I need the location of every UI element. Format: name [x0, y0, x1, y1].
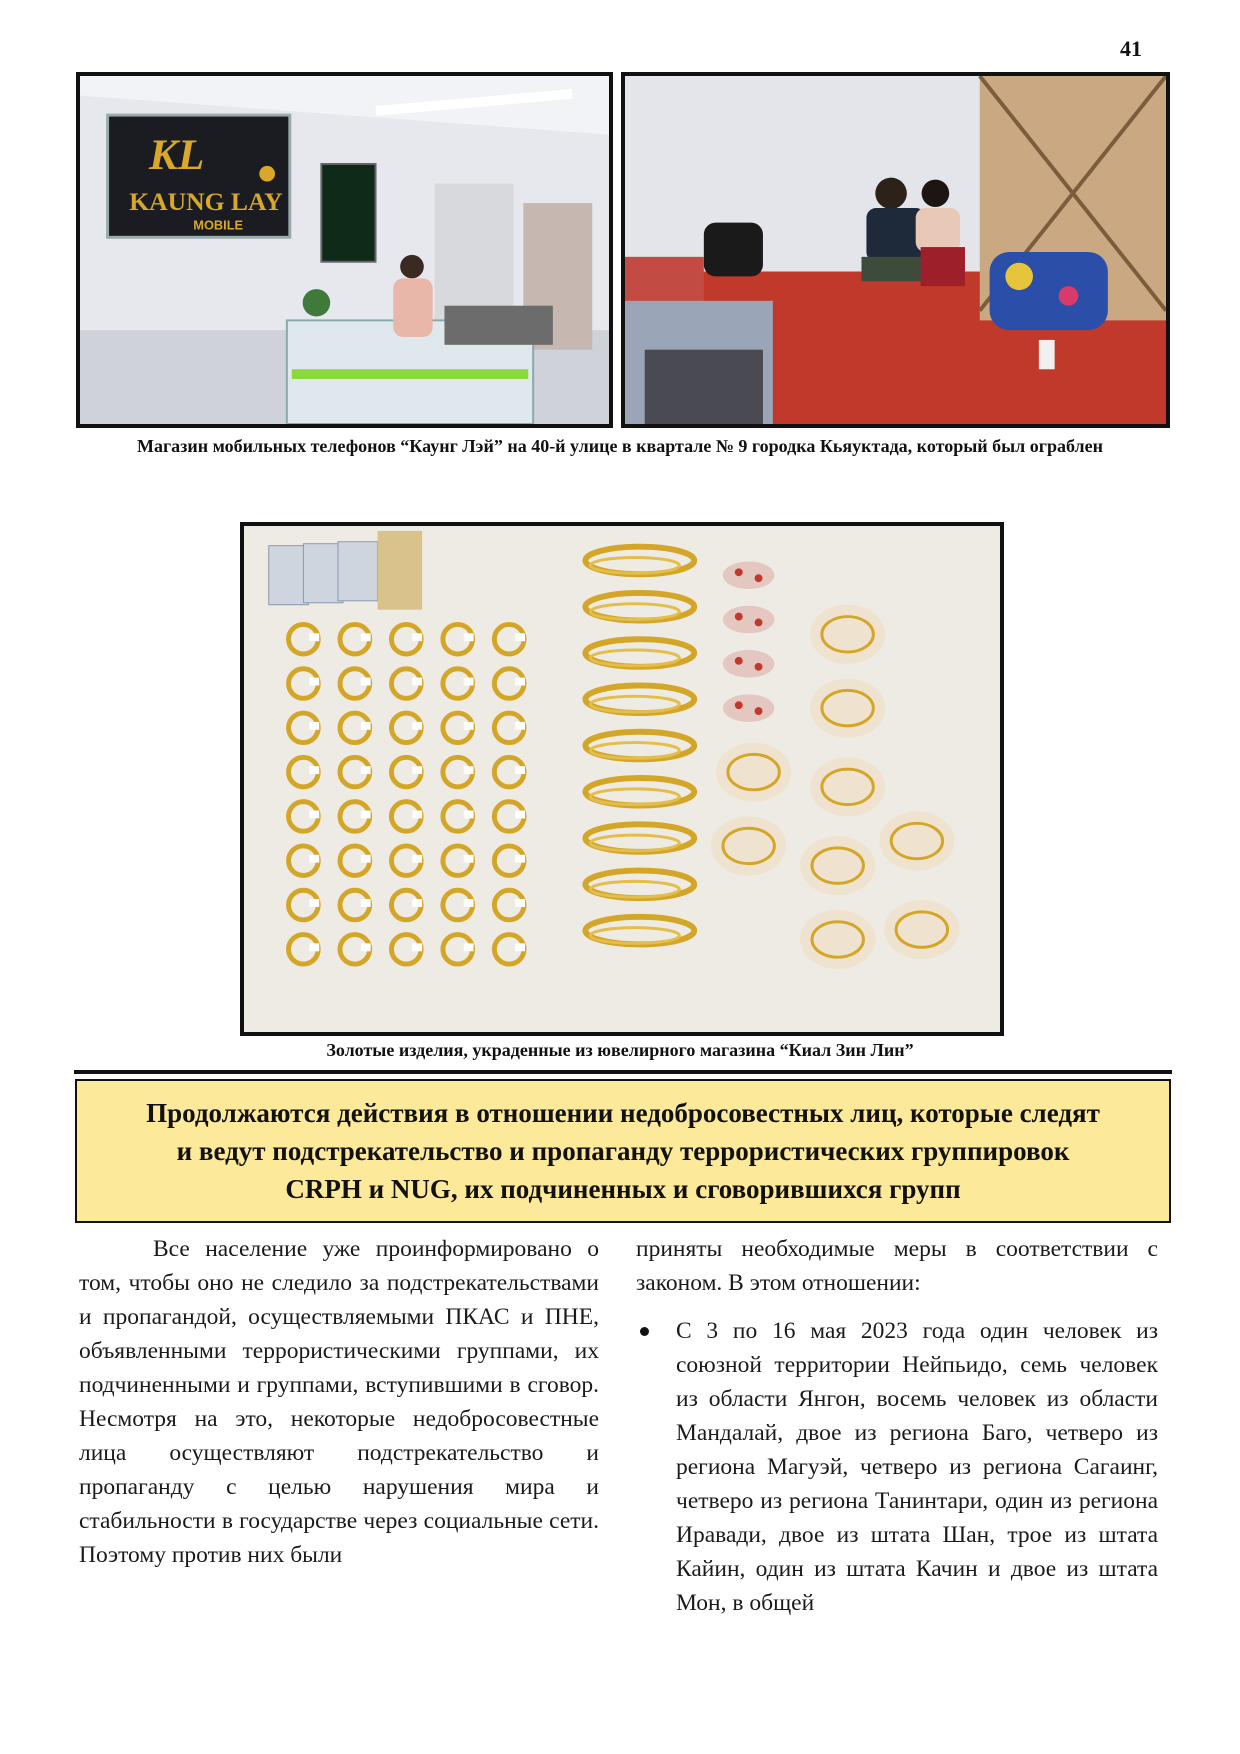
gold-jewelry-shape: [735, 568, 743, 576]
article-column-right: [636, 1232, 1158, 1620]
article-headline: Продолжаются действия в отношении недобросовестных лиц, которые следят и ведут подстрекательство и пропаганду террористических группировок CRPH и NUG, их подчиненных и сговорившихся групп: [75, 1079, 1171, 1223]
gold-jewelry-shape: [412, 943, 422, 951]
gold-jewelry-shape: [515, 855, 525, 863]
shop-sign-sub: MOBILE: [193, 217, 244, 233]
shop-photo: [76, 72, 613, 428]
gold-jewelry-shape: [412, 766, 422, 774]
gold-jewelry-shape: [361, 678, 371, 686]
gold-jewelry-shape: [464, 811, 474, 819]
gold-jewelry-shape: [361, 943, 371, 951]
gold-jewelry-shape: [515, 678, 525, 686]
gold-jewelry-shape: [735, 701, 743, 709]
gold-photo: [240, 522, 1004, 1036]
gold-jewelry-shape: [723, 561, 774, 589]
gold-jewelry-shape: [515, 811, 525, 819]
article-column-left: [79, 1232, 599, 1572]
gold-jewelry-shape: [515, 633, 525, 641]
gold-jewelry-shape: [515, 899, 525, 907]
shop-sign-name: KAUNG LAY: [129, 187, 283, 216]
gold-jewelry-shape: [309, 855, 319, 863]
gold-jewelry-shape: [412, 633, 422, 641]
gold-jewelry-shape: [412, 855, 422, 863]
gold-jewelry-shape: [412, 678, 422, 686]
gold-jewelry-shape: [412, 899, 422, 907]
gold-jewelry-shape: [723, 650, 774, 678]
gold-jewelry-shape: [464, 899, 474, 907]
gold-jewelry-shape: [309, 633, 319, 641]
gold-jewelry-shape: [723, 694, 774, 722]
gold-jewelry-shape: [412, 722, 422, 730]
section-divider: [74, 1070, 1172, 1074]
gold-jewelry-shape: [464, 678, 474, 686]
gold-jewelry-shape: [464, 855, 474, 863]
gold-jewelry-shape: [755, 663, 763, 671]
article-paragraph: Все население уже проинформировано о том, чтобы оно не следило за подстрекательствами и пропагандой, осуществляемыми ПКАС и ПНЕ, объявленными террористическими группами, их подчиненными и группами, вступившими в сговор. Несмотря на это, некоторые недобросовестные лица осуществляют подстрекательство и пропаганду с целью нарушения мира и стабильности в государстве через социальные сети. Поэтому против них были: [79, 1236, 599, 1568]
gold-jewelry-shape: [755, 619, 763, 627]
bullet-icon: [640, 1327, 649, 1336]
article-paragraph: приняты необходимые меры в соответствии с законом. В этом отношении:: [636, 1236, 1158, 1296]
list-item: [676, 1314, 1158, 1620]
list-item-text: С 3 по 16 мая 2023 года один человек из союзной территории Нейпьидо, семь человек из области Янгон, восемь человек из области Мандалай, двое из региона Баго, четверо из региона Магуэй, четверо из региона Сагаинг, четверо из региона Танинтари, один из региона Иравади, двое из штата Шан, трое из штата Кайин, один из штата Качин и двое из штата Мон, в общей: [676, 1318, 1158, 1616]
gold-jewelry-shape: [735, 657, 743, 665]
gold-jewelry-shape: [309, 811, 319, 819]
gold-jewelry-shape: [309, 766, 319, 774]
shop-sign-logo: KL: [148, 132, 205, 179]
gold-jewelry-shape: [361, 633, 371, 641]
gold-jewelry-shape: [361, 766, 371, 774]
gold-photo-caption: Золотые изделия, украденные из ювелирного магазина “Киал Зин Лин”: [326, 1040, 914, 1060]
gold-jewelry-shape: [309, 899, 319, 907]
gold-jewelry-shape: [515, 766, 525, 774]
gold-jewelry-shape: [361, 811, 371, 819]
measures-list: [636, 1314, 1158, 1620]
gold-jewelry-shape: [723, 606, 774, 634]
gold-jewelry-shape: [361, 855, 371, 863]
gold-jewelry-shape: [309, 943, 319, 951]
gold-jewelry-shape: [464, 943, 474, 951]
gold-jewelry-shape: [309, 722, 319, 730]
gold-jewelry-shape: [464, 633, 474, 641]
gold-jewelry-shape: [735, 613, 743, 621]
arrest-photo: [621, 72, 1170, 428]
gold-jewelry-shape: [515, 722, 525, 730]
gold-jewelry-shape: [361, 722, 371, 730]
shop-photo-caption: Магазин мобильных телефонов “Каунг Лэй” на 40-й улице в квартале № 9 городка Кьяуктада, который был ограблен: [137, 436, 1103, 456]
gold-jewelry-shape: [464, 766, 474, 774]
gold-jewelry-shape: [464, 722, 474, 730]
gold-jewelry-shape: [412, 811, 422, 819]
page-number: 41: [1120, 36, 1142, 61]
gold-jewelry-shape: [361, 899, 371, 907]
gold-jewelry-shape: [515, 943, 525, 951]
gold-jewelry-shape: [755, 707, 763, 715]
gold-jewelry-shape: [755, 574, 763, 582]
gold-jewelry-shape: [309, 678, 319, 686]
